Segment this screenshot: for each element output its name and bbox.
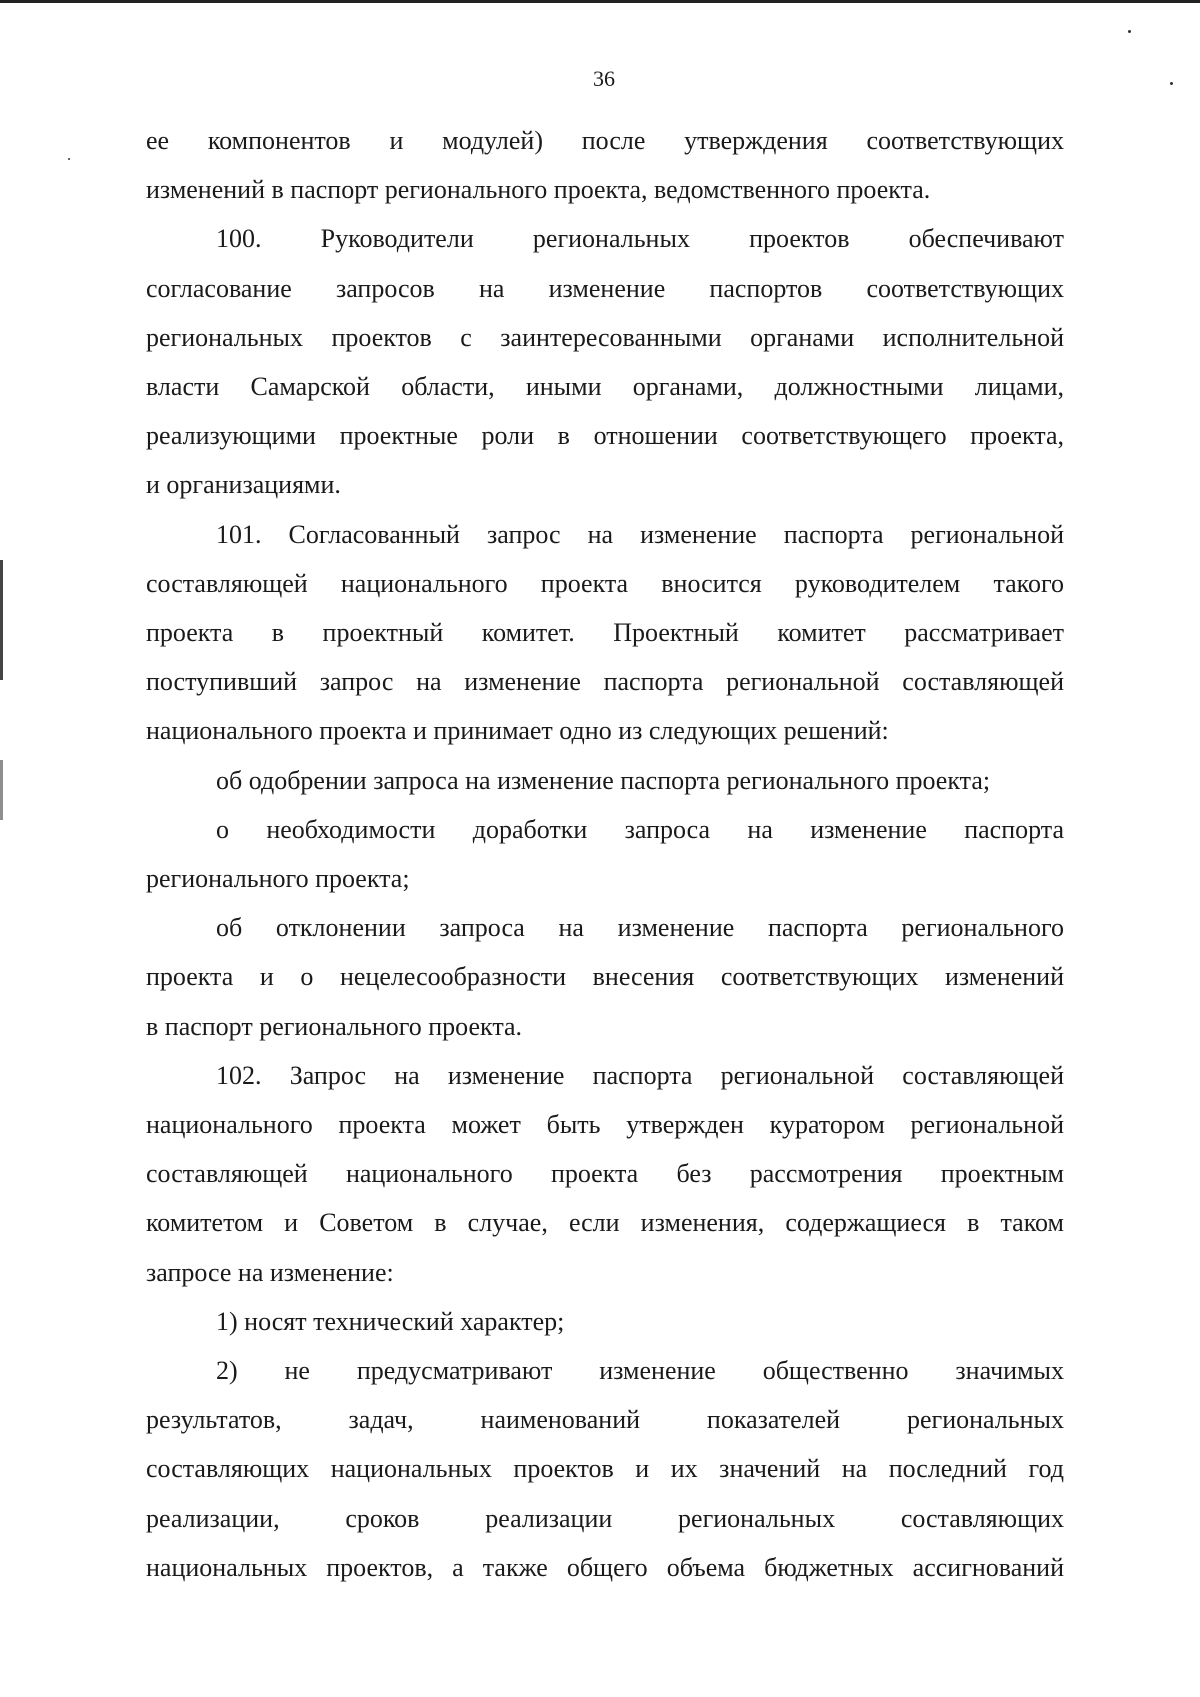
text-line: и организациями. (146, 470, 341, 500)
scan-dust-dot (68, 158, 70, 160)
text-line: проекта в проектный комитет. Проектный комитет рассматривает (146, 618, 1064, 648)
text-line: комитетом и Советом в случае, если изменения, содержащиеся в таком (146, 1208, 1064, 1238)
text-line: составляющей национального проекта без рассмотрения проектным (146, 1159, 1064, 1189)
scan-top-border (0, 0, 1200, 3)
text-line: изменений в паспорт регионального проекта, ведомственного проекта. (146, 175, 931, 205)
text-line: проекта и о нецелесообразности внесения соответствующих изменений (146, 962, 1064, 992)
text-line: поступивший запрос на изменение паспорта региональной составляющей (146, 667, 1064, 697)
text-line: реализующими проектные роли в отношении соответствующего проекта, (146, 421, 1064, 451)
text-line: 1) носят технический характер; (216, 1306, 565, 1336)
text-line: об одобрении запроса на изменение паспорта регионального проекта; (216, 765, 991, 795)
text-line: 2) не предусматривают изменение общественно значимых (216, 1356, 1064, 1386)
text-line: в паспорт регионального проекта. (146, 1011, 523, 1041)
document-body (146, 116, 1064, 1592)
text-line: результатов, задач, наименований показателей региональных (146, 1405, 1064, 1435)
text-line: 102. Запрос на изменение паспорта региональной составляющей (216, 1060, 1064, 1090)
text-line: регионального проекта; (146, 864, 410, 894)
text-line: 100. Руководители региональных проектов обеспечивают (216, 224, 1064, 254)
text-line: национального проекта и принимает одно из следующих решений: (146, 716, 889, 746)
scan-left-edge-mark (0, 560, 3, 680)
page-number: 36 (593, 66, 615, 91)
text-line: 101. Согласованный запрос на изменение паспорта региональной (216, 519, 1064, 549)
text-line: о необходимости доработки запроса на изменение паспорта (216, 814, 1064, 844)
text-line: составляющих национальных проектов и их значений на последний год (146, 1454, 1064, 1484)
scan-left-edge-mark (0, 760, 3, 820)
scan-dust-dot (1128, 30, 1131, 33)
text-line: региональных проектов с заинтересованными органами исполнительной (146, 322, 1064, 352)
text-line: национального проекта может быть утвержден куратором региональной (146, 1110, 1064, 1140)
text-line: реализации, сроков реализации региональных составляющих (146, 1503, 1064, 1533)
text-line: об отклонении запроса на изменение паспорта регионального (216, 913, 1064, 943)
text-line: согласование запросов на изменение паспортов соответствующих (146, 273, 1064, 303)
text-line: национальных проектов, а также общего объема бюджетных ассигнований (146, 1552, 1064, 1582)
text-line: ее компонентов и модулей) после утверждения соответствующих (146, 126, 1064, 155)
text-line: запросе на изменение: (146, 1257, 394, 1287)
text-line: власти Самарской области, иными органами, должностными лицами, (146, 372, 1064, 402)
text-line: составляющей национального проекта вносится руководителем такого (146, 568, 1064, 598)
